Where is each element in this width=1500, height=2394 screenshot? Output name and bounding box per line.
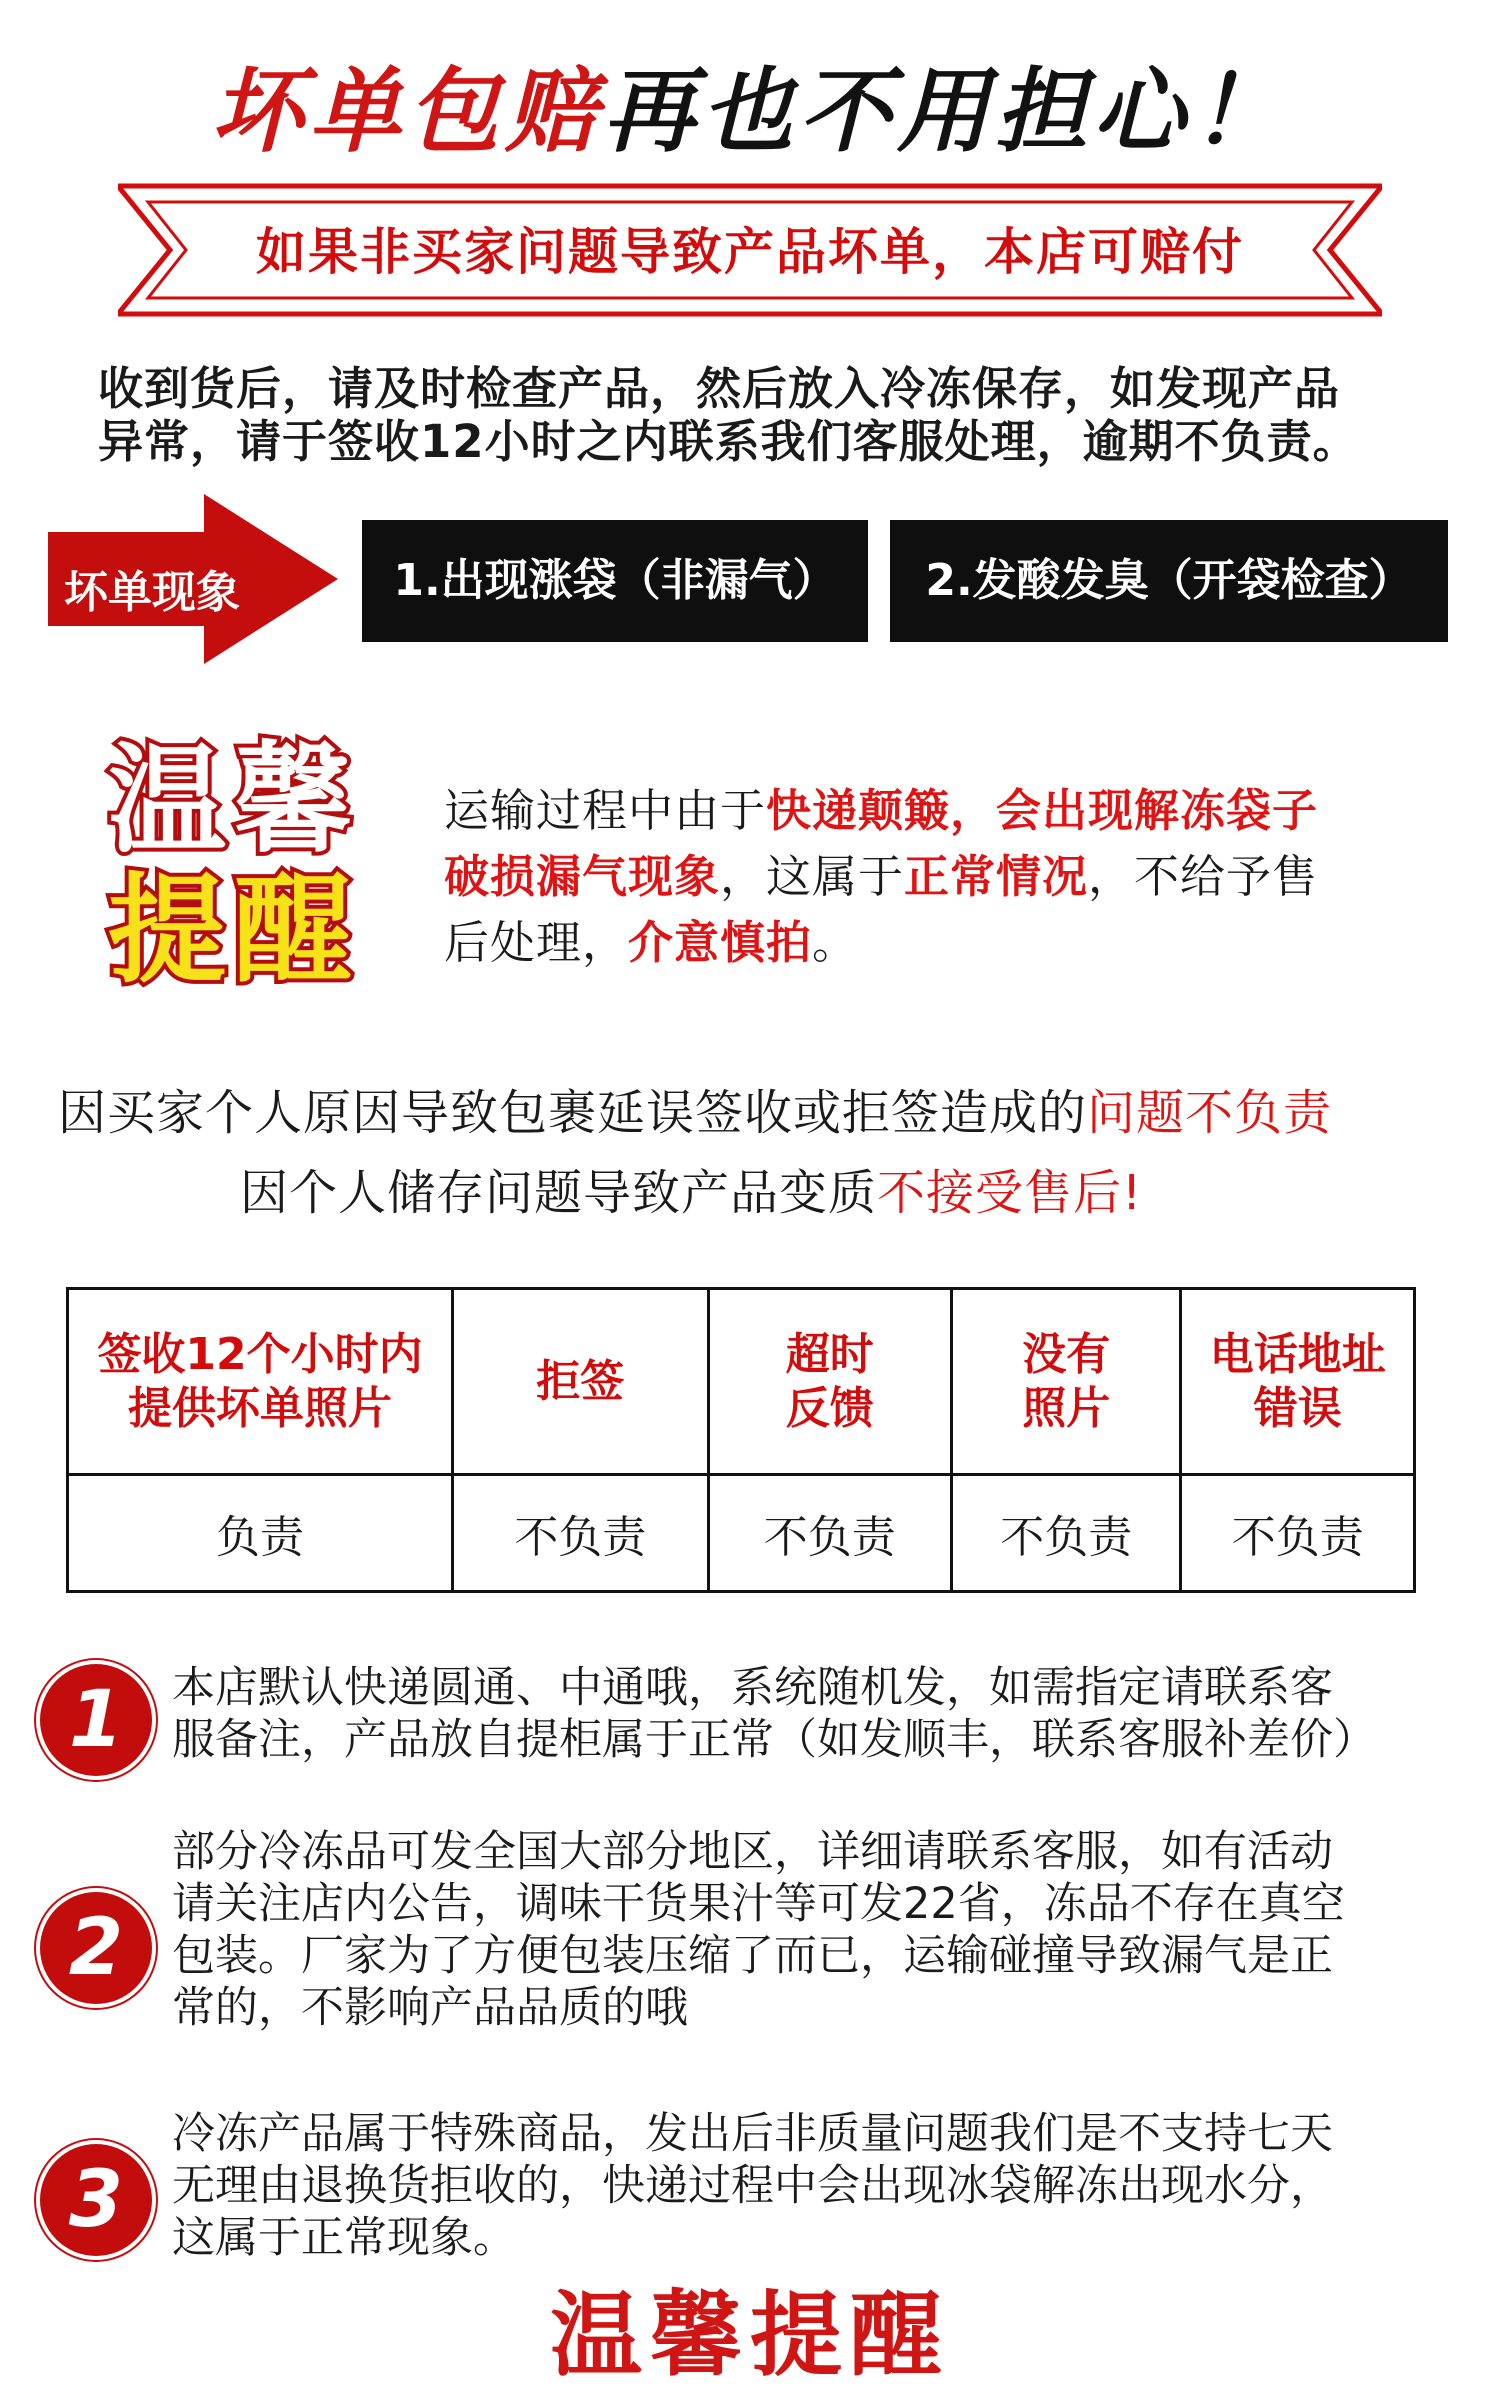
table-header-cell [453,1289,708,1475]
header-line: 超时 [785,1328,874,1380]
notice-line-1 [58,1074,1332,1143]
reminder-text: 运输过程中由于 [444,784,767,837]
headline-black: 再也不用担心！ [603,58,1290,165]
reminder-text: 。 [812,916,859,969]
header-line: 提供坏单照片 [128,1382,393,1434]
intro-line-2: 异常，请于签收12小时之内联系我们客服处理，逾期不负责。 [98,415,1359,468]
headline-red: 坏单包赔 [210,58,603,165]
note-3-line-3: 这属于正常现象。 [172,2213,516,2263]
headline [0,38,1500,170]
note-3-line-1: 冷冻产品属于特殊商品，发出后非质量问题我们是不支持七天 [172,2109,1333,2159]
note-1-line-1: 本店默认快递圆通、中通哦，系统随机发，如需指定请联系客 [172,1663,1333,1713]
table-header-cell [68,1289,453,1475]
number-badge-3: 3 [40,2144,152,2256]
notice-text: 因买家个人原因导致包裹延误签收或拒签造成的 [58,1085,1088,1141]
reminder-line-3 [444,906,858,971]
header-line: 没有 [1022,1328,1111,1380]
table-header-cell [708,1289,951,1475]
table-cell: 不负责 [453,1475,708,1592]
number-badge-2: 2 [40,1892,152,2004]
reminder-highlight: 介意慎拍 [628,916,813,969]
table-cell: 负责 [68,1475,453,1592]
note-2-line-2: 请关注店内公告，调味干货果汁等可发22省，冻品不存在真空 [172,1879,1345,1929]
table-cell: 不负责 [1181,1475,1415,1592]
table-row [68,1475,1415,1592]
note-1-line-2: 服备注，产品放自提柜属于正常（如发顺丰，联系客服补差价） [172,1715,1376,1765]
reminder-text: ，不给予售 [1088,850,1319,903]
table-header-cell [1181,1289,1415,1475]
damage-label: 坏单现象 [64,567,240,618]
stamp-char-3: 提 [108,861,227,999]
responsibility-table [66,1287,1416,1593]
note-2-line-4: 常的，不影响产品品质的哦 [172,1983,688,2033]
table-header-row [68,1289,1415,1475]
notice-text: 因个人储存问题导致产品变质 [240,1165,878,1221]
header-line: 签收12个小时内 [97,1328,423,1380]
notice-highlight: 问题不负责 [1087,1085,1333,1141]
reminder-text: 后处理， [444,916,629,969]
table-header-cell [951,1289,1180,1475]
reminder-line-1 [444,774,1318,839]
table-cell: 不负责 [951,1475,1180,1592]
table-cell: 不负责 [708,1475,951,1592]
header-line: 拒签 [536,1355,625,1407]
notice-line-2 [240,1154,1142,1223]
notice-highlight: 不接受售后! [877,1165,1143,1221]
reminder-highlight: 快递颠簸，会出现解冻袋子 [766,784,1319,837]
intro-line-1: 收到货后，请及时检查产品，然后放入冷冻保存，如发现产品 [98,362,1341,415]
stamp-char-2: 馨 [234,731,353,869]
reminder-line-2 [444,840,1318,905]
reminder-text: ，这属于 [720,850,905,903]
stamp-char-1: 温 [108,731,227,869]
header-line: 反馈 [785,1382,874,1434]
header-line: 电话地址 [1209,1328,1386,1380]
damage-item-2: 2.发酸发臭（开袋检查） [890,520,1448,642]
number-badge-1: 1 [40,1664,152,1776]
bottom-title: 温馨提醒 [549,2282,950,2389]
reminder-highlight: 正常情况 [904,850,1089,903]
damage-item-1: 1.出现涨袋（非漏气） [362,520,868,642]
warm-reminder-stamp [108,725,368,997]
note-2-line-3: 包装。厂家为了方便包装压缩了而已，运输碰撞导致漏气是正 [172,1931,1333,1981]
note-3-line-2: 无理由退换货拒收的，快递过程中会出现冰袋解冻出现水分， [172,2161,1333,2211]
ribbon-text: 如果非买家问题导致产品坏单，本店可赔付 [256,223,1244,281]
header-line: 照片 [1022,1382,1111,1434]
header-line: 错误 [1253,1382,1342,1434]
reminder-highlight: 破损漏气现象 [444,850,721,903]
note-2-line-1: 部分冷冻品可发全国大部分地区，详细请联系客服，如有活动 [172,1827,1333,1877]
stamp-char-4: 醒 [234,861,353,999]
